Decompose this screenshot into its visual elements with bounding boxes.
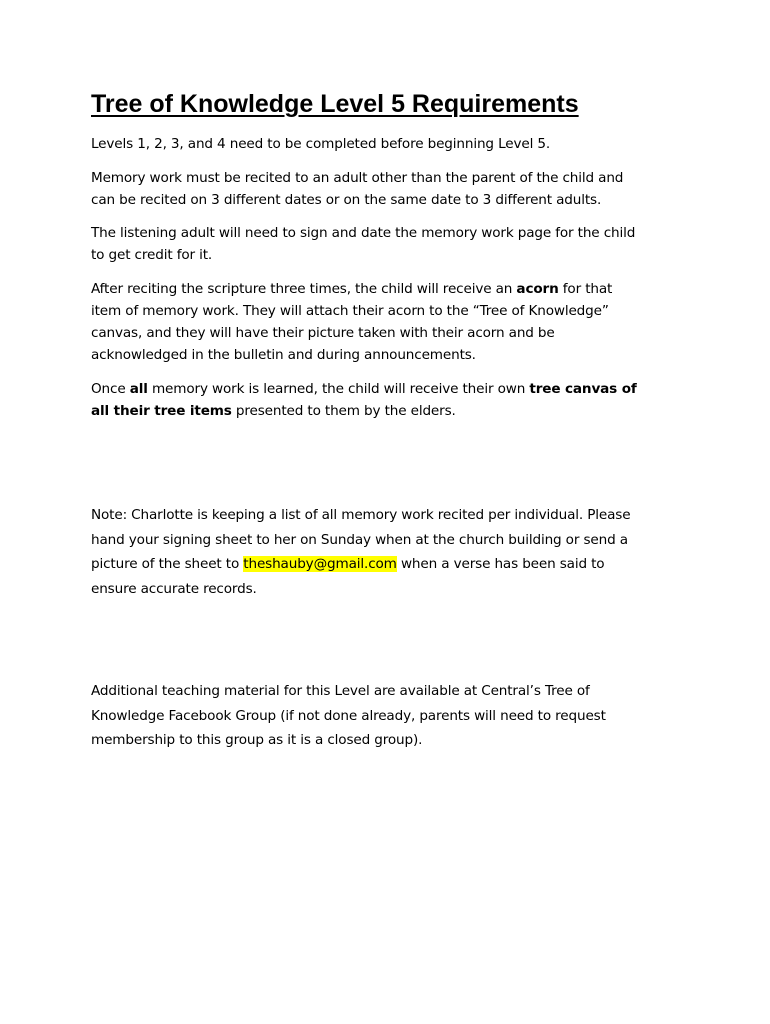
acorn-line-1-start: After reciting the scripture three times, the child will receive an [91, 281, 517, 297]
listening-adult-paragraph [91, 222, 691, 266]
tree-canvas-paragraph [91, 378, 691, 422]
note-line-3 [91, 552, 691, 577]
tree-canvas-line-2 [91, 400, 691, 422]
tree-canvas-bold-text: tree canvas of [529, 381, 637, 397]
note-paragraph [91, 503, 691, 601]
acorn-paragraph [91, 278, 691, 366]
additional-material-paragraph [91, 679, 691, 753]
memory-work-line-1: Memory work must be recited to an adult other than the parent of the child and [91, 170, 624, 186]
note-line-3-start: picture of the sheet to [91, 556, 244, 572]
acorn-line-1-end: for that [558, 281, 613, 297]
memory-work-line-2: can be recited on 3 different dates or on the same date to 3 different adults. [91, 192, 602, 208]
tree-canvas-line-2-end: presented to them by the elders. [231, 403, 456, 419]
acorn-bold-text: acorn [516, 281, 559, 297]
page-title: Tree of Knowledge Level 5 Requirements [91, 90, 579, 118]
acorn-line-1 [91, 278, 691, 300]
tree-canvas-line-1-mid: memory work is learned, the child will receive their own [147, 381, 530, 397]
listening-adult-line-1: The listening adult will need to sign and date the memory work page for the child [91, 225, 636, 241]
acorn-line-2: item of memory work. They will attach their acorn to the “Tree of Knowledge” [91, 303, 609, 319]
note-line-2: hand your signing sheet to her on Sunday when at the church building or send a [91, 531, 628, 548]
additional-line-2: Knowledge Facebook Group (if not done already, parents will need to request [91, 707, 606, 724]
all-bold-text: all [129, 381, 148, 397]
tree-canvas-line-1-start: Once [91, 381, 130, 397]
memory-work-paragraph [91, 167, 691, 211]
additional-line-3: membership to this group as it is a closed group). [91, 732, 423, 748]
acorn-line-4: acknowledged in the bulletin and during announcements. [91, 347, 476, 363]
additional-line-1: Additional teaching material for this Level are available at Central’s Tree of [91, 683, 590, 699]
email-address-highlight: theshauby@gmail.com [243, 556, 397, 572]
levels-line-1: Levels 1, 2, 3, and 4 need to be completed before beginning Level 5. [91, 136, 551, 152]
tree-canvas-line-1 [91, 378, 691, 400]
note-line-1: Note: Charlotte is keeping a list of all memory work recited per individual. Please [91, 507, 631, 523]
tree-items-bold-text: all their tree items [91, 403, 232, 419]
listening-adult-line-2: to get credit for it. [91, 247, 213, 263]
note-line-3-end: when a verse has been said to [396, 556, 605, 572]
note-line-4: ensure accurate records. [91, 580, 257, 597]
levels-paragraph [91, 133, 691, 155]
acorn-line-3: canvas, and they will have their picture taken with their acorn and be [91, 325, 555, 341]
